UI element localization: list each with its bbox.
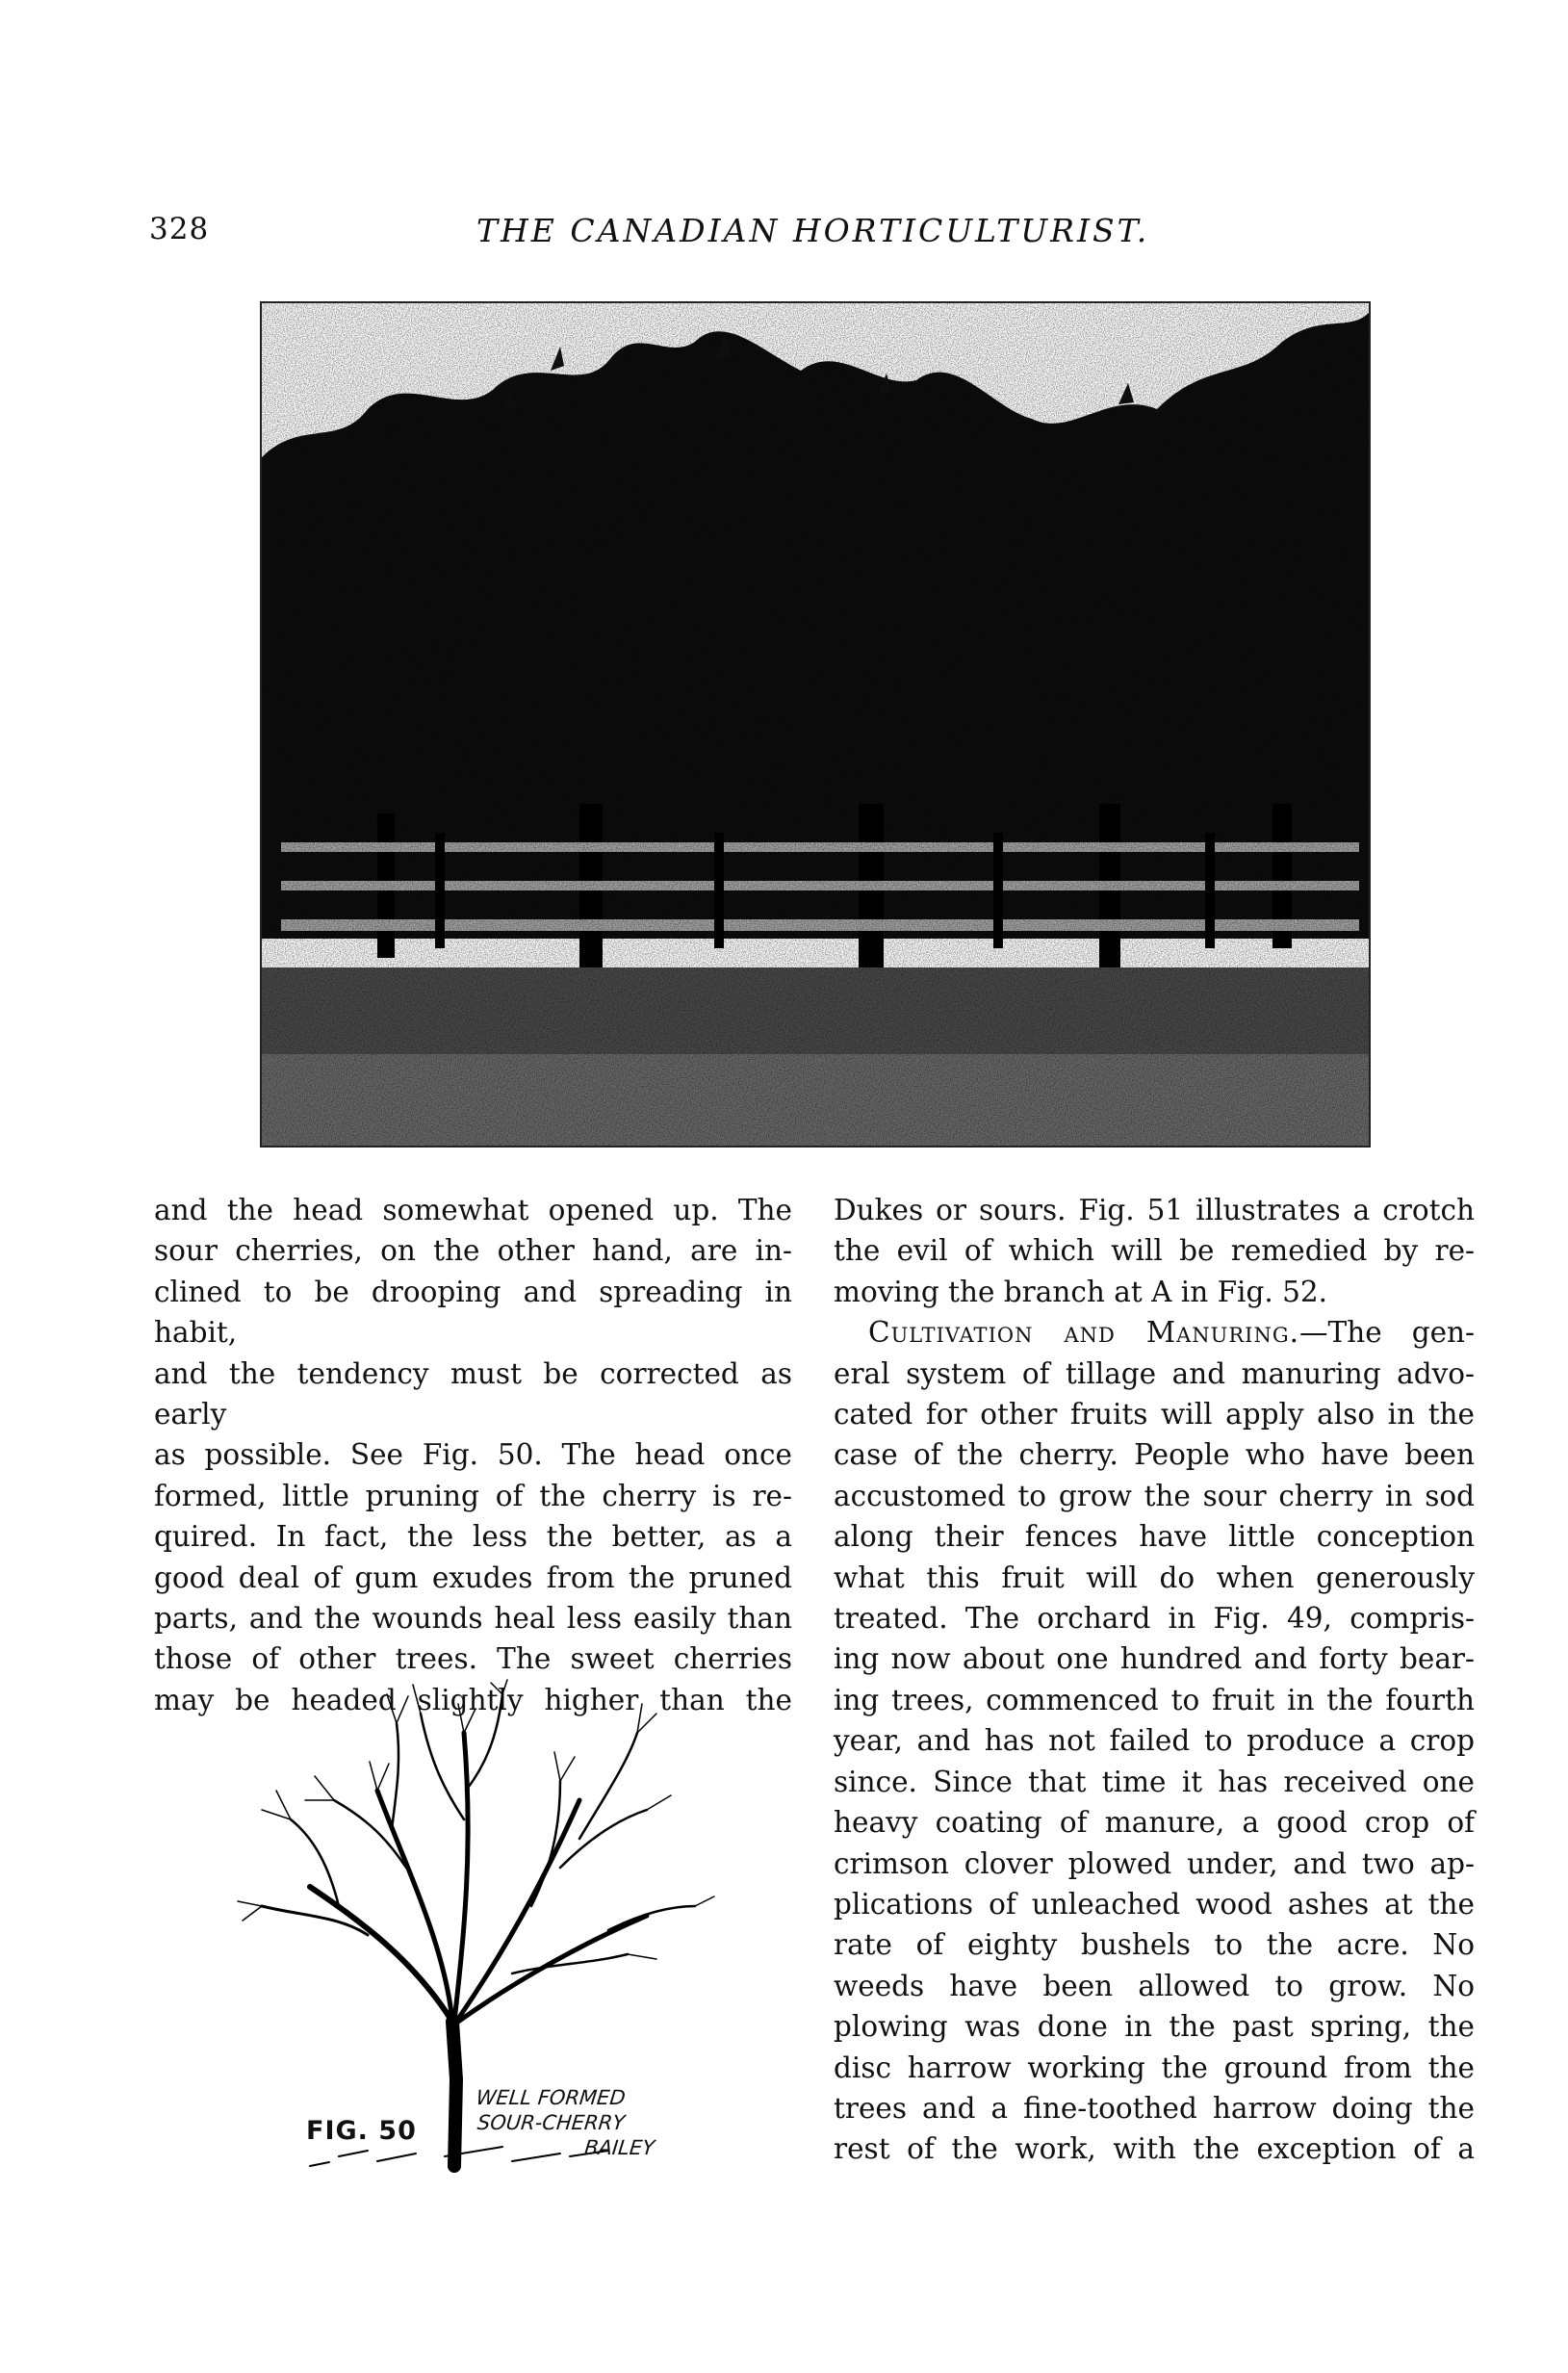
section-heading-line bbox=[834, 1312, 1475, 1353]
figure-caption-line: WELL FORMED bbox=[475, 2086, 627, 2109]
figure-caption bbox=[470, 2085, 661, 2160]
left-line: sour cherries, on the other hand, are in- bbox=[154, 1234, 792, 1268]
left-line: those of other trees. The sweet cherries bbox=[154, 1642, 792, 1676]
left-line: good deal of gum exudes from the pruned bbox=[154, 1561, 792, 1594]
right-line: what this fruit will do when generously bbox=[834, 1561, 1475, 1594]
right-line: case of the cherry. People who have been bbox=[834, 1438, 1475, 1472]
section-heading: Cultivation and Manuring. bbox=[868, 1316, 1300, 1350]
figure-label: FIG. 50 bbox=[306, 2116, 417, 2146]
left-line: as possible. See Fig. 50. The head once bbox=[154, 1438, 792, 1472]
right-line: rest of the work, with the exception of a bbox=[834, 2132, 1475, 2166]
right-line: trees and a fine-toothed harrow doing the bbox=[834, 2091, 1475, 2125]
right-column bbox=[834, 1190, 1475, 2170]
right-line: treated. The orchard in Fig. 49, compris- bbox=[834, 1602, 1475, 1636]
right-line: plowing was done in the past spring, the bbox=[834, 2010, 1475, 2044]
right-line: cated for other fruits will apply also in the bbox=[834, 1398, 1475, 1432]
right-line: the evil of which will be remedied by re- bbox=[834, 1234, 1475, 1268]
orchard-photo bbox=[260, 301, 1371, 1148]
orchard-photo-icon bbox=[262, 303, 1369, 1146]
left-line: and the head somewhat opened up. The bbox=[154, 1194, 792, 1226]
right-line: year, and has not failed to produce a crop bbox=[834, 1724, 1475, 1758]
figure-caption-line: SOUR-CHERRY bbox=[476, 2111, 627, 2134]
running-title: THE CANADIAN HORTICULTURIST. bbox=[476, 212, 1150, 249]
right-line: disc harrow working the ground from the bbox=[834, 2051, 1475, 2084]
right-line: ing now about one hundred and forty bear- bbox=[834, 1642, 1475, 1676]
right-line: since. Since that time it has received one bbox=[834, 1765, 1475, 1798]
left-line: clined to be drooping and spreading in habit, bbox=[154, 1275, 792, 1350]
figure-caption-signature: BAILEY bbox=[583, 2136, 656, 2159]
left-line: may be headed slightly higher than the bbox=[154, 1683, 792, 1716]
right-line: plications of unleached wood ashes at the bbox=[834, 1887, 1475, 1921]
left-line: formed, little pruning of the cherry is re- bbox=[154, 1479, 792, 1512]
right-line: heavy coating of manure, a good crop of bbox=[834, 1806, 1475, 1840]
right-line: Dukes or sours. Fig. 51 illustrates a crotch bbox=[834, 1194, 1475, 1226]
left-line: and the tendency must be corrected as early bbox=[154, 1356, 792, 1432]
right-line: weeds have been allowed to grow. No bbox=[834, 1969, 1475, 2002]
right-line-rest: —The gen- bbox=[1299, 1316, 1476, 1350]
left-line: quired. In fact, the less the better, as a bbox=[154, 1520, 792, 1554]
right-line: crimson clover plowed under, and two ap- bbox=[834, 1846, 1475, 1880]
right-line: along their fences have little conception bbox=[834, 1520, 1475, 1554]
page-number: 328 bbox=[149, 212, 210, 246]
right-line: eral system of tillage and manuring advo- bbox=[834, 1356, 1475, 1390]
left-column bbox=[154, 1190, 792, 1720]
right-line: rate of eighty bushels to the acre. No bbox=[834, 1928, 1475, 1962]
right-line: moving the branch at A in Fig. 52. bbox=[834, 1275, 1328, 1308]
left-line: parts, and the wounds heal less easily than bbox=[154, 1602, 792, 1636]
right-line: accustomed to grow the sour cherry in sod bbox=[834, 1479, 1475, 1512]
right-line: ing trees, commenced to fruit in the fourth bbox=[834, 1683, 1475, 1716]
